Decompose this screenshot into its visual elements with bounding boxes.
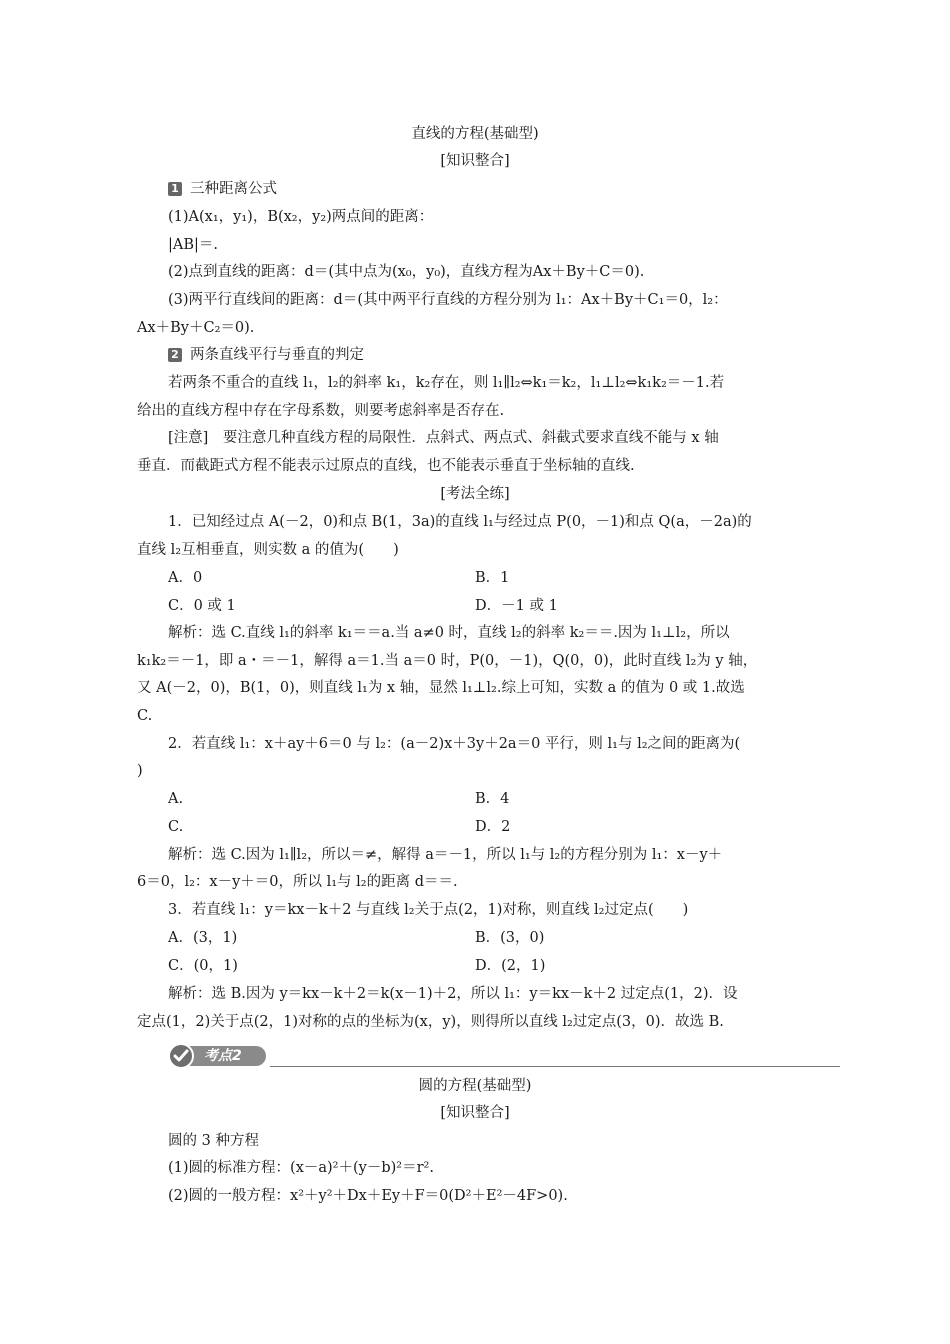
point1-line: (1)A(x₁，y₁)，B(x₂，y₂)两点间的距离： [168, 209, 434, 225]
point1-title: 三种距离公式 [190, 181, 277, 197]
q1-analysis: 解析：选 C.直线 l₁的斜率 k₁＝＝a.当 a≠0 时，直线 l₂的斜率 k₂＝＝.因为 l₁⊥l₂，所以 [168, 625, 730, 641]
q2-option-a: A. [168, 791, 184, 807]
point1-badge: 1 [168, 182, 182, 196]
q1-stem: 直线 l₂互相垂直，则实数 a 的值为( ) [137, 542, 399, 558]
q1-analysis: k₁k₂＝－1，即 a・＝－1，解得 a＝1.当 a＝0 时，P(0，－1)，Q(0，0)，此时直线 l₂为 y 轴， [137, 653, 758, 669]
point1-line: Ax＋By＋C₂＝0). [137, 320, 255, 336]
kaodian-2-badge [168, 1043, 266, 1069]
point1-line: |AB|＝. [168, 237, 219, 253]
q2-option-c: C. [168, 819, 184, 835]
circle-standard-equation: (1)圆的标准方程：(x－a)²＋(y－b)²＝r². [168, 1160, 434, 1176]
point1-line: (2)点到直线的距离：d＝(其中点为(x₀，y₀)，直线方程为Ax＋By＋C＝0). [168, 264, 645, 280]
q1-analysis: 又 A(－2，0)，B(1，0)，则直线 l₁为 x 轴，显然 l₁⊥l₂.综上可知，实数 a 的值为 0 或 1.故选 [137, 680, 745, 696]
q1-option-c: C．0 或 1 [168, 598, 236, 614]
section1-title: 直线的方程(基础型) [411, 126, 539, 142]
q3-analysis: 定点(1，2)关于点(2，1)对称的点的坐标为(x，y)，则得所以直线 l₂过定点(3，0)．故选 B. [137, 1014, 724, 1030]
q2-option-d: D．2 [475, 819, 511, 835]
kaodian-2-label: 考点2 [178, 1046, 266, 1066]
point2-line: 给出的直线方程中存在字母系数，则要考虑斜率是否存在. [137, 403, 505, 419]
point1-line: (3)两平行直线间的距离：d＝(其中两平行直线的方程分别为 l₁：Ax＋By＋C₁＝0，l₂： [168, 292, 728, 308]
point2-heading [168, 345, 364, 365]
note-line: 垂直．而截距式方程不能表示过原点的直线，也不能表示垂直于坐标轴的直线. [137, 458, 635, 474]
circle-general-equation: (2)圆的一般方程：x²＋y²＋Dx＋Ey＋F＝0(D²＋E²－4F>0). [168, 1188, 568, 1204]
circle-heading: 圆的 3 种方程 [168, 1133, 259, 1149]
checkmark-icon [168, 1043, 194, 1069]
note-line: [注意] 要注意几种直线方程的局限性．点斜式、两点式、斜截式要求直线不能与 x 轴 [168, 430, 719, 446]
point2-badge: 2 [168, 348, 182, 362]
q3-stem: 3．若直线 l₁：y＝kx－k＋2 与直线 l₂关于点(2，1)对称，则直线 l₂过定点( ) [168, 902, 689, 918]
section-divider [270, 1066, 840, 1067]
q3-option-b: B．(3，0) [475, 930, 545, 946]
q3-analysis: 解析：选 B.因为 y＝kx－k＋2＝k(x－1)＋2，所以 l₁：y＝kx－k＋2 过定点(1，2)．设 [168, 986, 738, 1002]
section1-knowledge-heading: [知识整合] [440, 153, 510, 169]
point2-line: 若两条不重合的直线 l₁，l₂的斜率 k₁，k₂存在，则 l₁∥l₂⇔k₁＝k₂，l₁⊥l₂⇔k₁k₂＝－1.若 [168, 375, 725, 391]
q3-option-a: A．(3，1) [168, 930, 238, 946]
section2-knowledge-heading: [知识整合] [440, 1105, 510, 1121]
q1-option-a: A．0 [168, 570, 203, 586]
point2-title: 两条直线平行与垂直的判定 [190, 347, 364, 363]
q2-stem: 2．若直线 l₁：x＋ay＋6＝0 与 l₂：(a－2)x＋3y＋2a＝0 平行，则 l₁与 l₂之间的距离为( [168, 736, 741, 752]
q3-option-c: C．(0，1) [168, 958, 238, 974]
q1-option-b: B．1 [475, 570, 510, 586]
q2-analysis: 解析：选 C.因为 l₁∥l₂，所以＝≠，解得 a＝－1，所以 l₁与 l₂的方程分别为 l₁：x－y＋ [168, 847, 723, 863]
q2-option-b: B．4 [475, 791, 510, 807]
q1-analysis: C. [137, 708, 153, 724]
q2-stem: ) [137, 763, 143, 779]
q1-option-d: D．－1 或 1 [475, 598, 558, 614]
point1-heading [168, 179, 277, 199]
section2-title: 圆的方程(基础型) [418, 1078, 532, 1094]
q3-option-d: D．(2，1) [475, 958, 546, 974]
practice-heading: [考法全练] [440, 486, 510, 502]
q1-stem: 1．已知经过点 A(－2，0)和点 B(1，3a)的直线 l₁与经过点 P(0，－1)和点 Q(a，－2a)的 [168, 514, 752, 530]
q2-analysis: 6＝0，l₂：x－y＋＝0，所以 l₁与 l₂的距离 d＝＝. [137, 874, 458, 890]
